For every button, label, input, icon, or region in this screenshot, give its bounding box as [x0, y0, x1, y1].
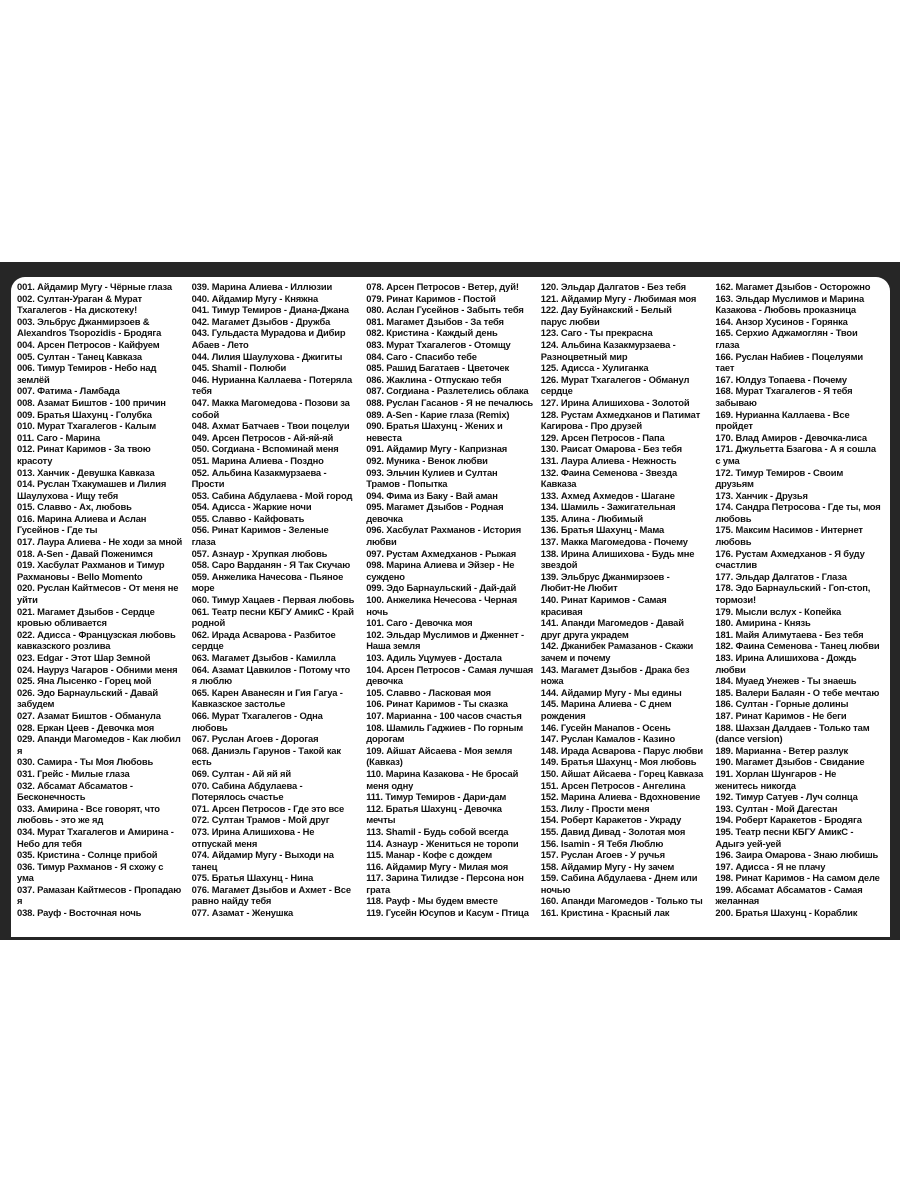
- track-line: отпускай меня: [191, 837, 258, 849]
- track-line: 170. Влад Амиров - Девочка-лиса: [715, 431, 867, 443]
- track-line: Шаулухова - Ищу тебя: [17, 489, 119, 501]
- track-line: 058. Саро Варданян - Я Так Скучаю: [191, 559, 351, 571]
- track-line: 074. Айдамир Мугу - Выходи на: [191, 849, 334, 861]
- track-line: 157. Руслан Агоев - У ручья: [540, 849, 665, 861]
- track-line: 050. Согдиана - Вспоминай меня: [191, 443, 339, 455]
- track-line: Адыгэ уей-уей: [715, 837, 782, 849]
- track-line: любви: [715, 663, 746, 675]
- track-line: уйти: [17, 594, 38, 606]
- tracklist-sheet: [11, 277, 890, 937]
- track-line: Любит-Не Любит: [540, 582, 618, 594]
- track-line: 121. Айдамир Мугу - Любимая моя: [540, 292, 697, 304]
- track-line: грата: [366, 883, 391, 895]
- track-line: 197. Адисса - Я не плачу: [715, 860, 826, 872]
- track-line: 030. Самира - Ты Моя Любовь: [17, 756, 154, 768]
- track-line: 192. Тимур Сатуев - Луч солнца: [715, 791, 858, 803]
- track-line: 104. Арсен Петросов - Самая лучшая: [366, 663, 534, 675]
- track-line: Разноцветный мир: [540, 350, 628, 362]
- track-line: 124. Альбина Казакмурзаева -: [540, 338, 676, 350]
- track-line: 158. Айдамир Мугу - Ну зачем: [540, 860, 675, 872]
- track-line: 080. Аслан Гусейнов - Забыть тебя: [366, 304, 524, 316]
- track-line: ночью: [540, 883, 571, 895]
- track-line: 136. Братья Шахунц - Мама: [540, 524, 665, 536]
- track-line: 041. Тимур Темиров - Диана-Джана: [191, 304, 349, 316]
- cover-frame: [0, 262, 900, 940]
- track-line: 105. Славво - Ласковая моя: [366, 686, 491, 698]
- track-line: 200. Братья Шахунц - Кораблик: [715, 907, 858, 919]
- track-line: 049. Арсен Петросов - Ай-яй-яй: [191, 431, 334, 443]
- track-line: 018. A-Sen - Давай Поженимся: [17, 547, 153, 559]
- track-line: 128. Рустам Ахмедханов и Патимат: [540, 408, 701, 420]
- track-line: 155. Давид Дивад - Золотая моя: [540, 825, 686, 837]
- track-line: 094. Фима из Баку - Вай аман: [366, 489, 498, 501]
- track-line: 081. Магамет Дзыбов - За тебя: [366, 315, 504, 327]
- track-line: 004. Арсен Петросов - Кайфуем: [17, 338, 160, 350]
- track-line: 055. Славво - Кайфовать: [191, 512, 305, 524]
- track-line: Рахмановы - Bello Momento: [17, 570, 143, 582]
- track-line: 086. Жаклина - Отпускаю тебя: [366, 373, 502, 385]
- track-line: Потерялось счастье: [191, 791, 284, 803]
- track-line: 159. Сабина Абдулаева - Днем или: [540, 872, 698, 884]
- track-line: 097. Рустам Ахмедханов - Рыжая: [366, 547, 517, 559]
- track-line: 182. Фаина Семенова - Танец любви: [715, 640, 880, 652]
- track-line: 067. Руслан Агоев - Дорогая: [191, 733, 319, 745]
- track-line: 179. Мысли вслух - Копейка: [715, 605, 842, 617]
- track-line: 039. Марина Алиева - Иллюзии: [191, 281, 333, 292]
- tracklist-column-2: [192, 281, 367, 937]
- track-line: зачем и почему: [540, 652, 611, 663]
- track-line: 062. Ирада Асварова - Разбитое: [191, 628, 336, 640]
- track-line: 125. Адисса - Хулиганка: [540, 362, 649, 374]
- track-line: 064. Азамат Цавкилов - Потому что: [191, 663, 351, 675]
- tracklist-column-1: [17, 281, 192, 937]
- track-line: Alexandros Tsopozidis - Бродяга: [17, 327, 162, 339]
- track-line: танец: [191, 860, 218, 872]
- track-line: 185. Валери Балаян - О тебе мечтаю: [715, 686, 880, 698]
- track-line: забудем: [17, 698, 55, 710]
- track-line: 137. Макка Магомедова - Почему: [540, 536, 688, 548]
- track-line: 163. Эльдар Муслимов и Марина: [715, 292, 865, 304]
- track-line: кавказского розлива: [17, 640, 111, 652]
- track-line: 072. Султан Трамов - Мой друг: [191, 814, 330, 826]
- track-line: счастлив: [715, 559, 757, 571]
- track-line: 054. Адисса - Жаркие ночи: [191, 501, 312, 513]
- track-line: 189. Марианна - Ветер разлук: [715, 744, 849, 756]
- track-line: 025. Яна Лысенко - Горец мой: [17, 675, 152, 687]
- tracklist-column-3: [366, 281, 541, 937]
- track-line: красивая: [540, 605, 583, 617]
- track-line: 173. Ханчик - Друзья: [715, 489, 808, 501]
- track-line: ума: [17, 872, 34, 884]
- track-line: 116. Айдамир Мугу - Милая моя: [366, 860, 509, 872]
- track-line: дорогам: [366, 733, 405, 745]
- track-line: женитесь никогда: [715, 779, 796, 791]
- track-line: Кавказа: [540, 478, 577, 490]
- track-line: 120. Эльдар Далгатов - Без тебя: [540, 281, 686, 292]
- track-line: (dance version): [715, 733, 783, 745]
- track-line: 063. Магамет Дзыбов - Камилла: [191, 652, 336, 663]
- track-line: тормози!: [715, 594, 756, 606]
- track-line: 027. Азамат Биштов - Обманула: [17, 709, 161, 721]
- track-line: 006. Тимур Темиров - Небо над: [17, 362, 157, 374]
- track-line: 016. Марина Алиева и Аслан: [17, 512, 147, 524]
- track-line: я: [17, 744, 23, 756]
- track-line: любовь - это же яд: [17, 814, 104, 826]
- track-line: 139. Эльбрус Джанмирзоев -: [540, 570, 670, 582]
- track-line: 037. Рамазан Кайтмесов - Пропадаю: [17, 883, 182, 895]
- track-line: 144. Айдамир Мугу - Мы едины: [540, 686, 682, 698]
- track-line: 096. Хасбулат Рахманов - История: [366, 524, 522, 536]
- track-line: 100. Анжелика Нечесова - Черная: [366, 594, 518, 606]
- track-line: 029. Апанди Магомедов - Как любил: [17, 733, 181, 745]
- track-line: 084. Саго - Спасибо тебе: [366, 350, 477, 362]
- track-line: 078. Арсен Петросов - Ветер, дуй!: [366, 281, 519, 292]
- track-line: тебя: [191, 385, 212, 397]
- track-line: ножа: [540, 675, 564, 687]
- track-line: 092. Муника - Венок любви: [366, 454, 488, 466]
- track-line: 091. Айдамир Мугу - Капризная: [366, 443, 508, 455]
- track-line: землёй: [17, 373, 50, 385]
- track-line: суждено: [366, 570, 405, 582]
- track-line: девочка: [366, 512, 403, 524]
- track-line: 101. Саго - Девочка моя: [366, 617, 473, 629]
- track-line: 015. Славво - Ах, любовь: [17, 501, 132, 513]
- track-line: равно найду тебя: [191, 895, 272, 907]
- track-line: 060. Тимур Хацаев - Первая любовь: [191, 594, 355, 606]
- track-line: 195. Театр песни КБГУ АмикС -: [715, 825, 854, 837]
- track-line: 075. Братья Шахунц - Нина: [191, 872, 314, 884]
- track-line: 147. Руслан Камалов - Казино: [540, 733, 676, 745]
- track-line: 111. Тимур Темиров - Дари-дам: [366, 791, 507, 803]
- track-line: 168. Мурат Тхагалегов - Я тебя: [715, 385, 853, 397]
- track-line: 180. Амирина - Князь: [715, 617, 811, 629]
- track-line: 171. Джульетта Бзагова - А я сошла: [715, 443, 876, 455]
- track-line: Абаев - Лето: [191, 338, 249, 350]
- track-line: Трамов - Попытка: [366, 478, 448, 490]
- track-line: 012. Ринат Каримов - За твою: [17, 443, 151, 455]
- track-line: парус любви: [540, 315, 600, 327]
- track-line: 140. Ринат Каримов - Самая: [540, 594, 667, 606]
- track-line: 056. Ринат Каримов - Зеленые: [191, 524, 329, 536]
- track-line: 014. Руслан Тхакумашев и Лилия: [17, 478, 167, 490]
- track-line: 099. Эдо Барнаульский - Дай-дай: [366, 582, 517, 594]
- track-line: глаза: [191, 536, 216, 548]
- track-line: желанная: [715, 895, 760, 907]
- track-line: 008. Азамат Биштов - 100 причин: [17, 396, 166, 408]
- track-line: 011. Саго - Марина: [17, 431, 101, 443]
- track-line: 107. Марианна - 100 часов счастья: [366, 709, 522, 721]
- track-line: 169. Нурианна Каллаева - Все: [715, 408, 850, 420]
- track-line: 142. Джанибек Рамазанов - Скажи: [540, 640, 694, 652]
- track-line: 153. Лилу - Прости меня: [540, 802, 650, 814]
- track-line: 005. Султан - Танец Кавказа: [17, 350, 142, 362]
- track-line: 036. Тимур Рахманов - Я схожу с: [17, 860, 164, 872]
- track-line: 089. A-Sen - Карие глаза (Remix): [366, 408, 510, 420]
- track-line: 069. Султан - Ай яй яй: [191, 767, 291, 779]
- track-line: 031. Грейс - Милые глаза: [17, 767, 130, 779]
- track-line: 088. Руслан Гасанов - Я не печалюсь: [366, 396, 534, 408]
- track-line: Небо для тебя: [17, 837, 82, 849]
- track-line: 143. Магамет Дзыбов - Драка без: [540, 663, 690, 675]
- track-line: 118. Рауф - Мы будем вместе: [366, 895, 498, 907]
- track-line: любовь: [715, 512, 752, 524]
- track-line: 032. Абсамат Абсаматов -: [17, 779, 133, 791]
- track-line: 098. Марина Алиева и Эйзер - Не: [366, 559, 515, 571]
- track-line: невеста: [366, 431, 402, 443]
- track-line: 009. Братья Шахунц - Голубка: [17, 408, 152, 420]
- track-line: 199. Абсамат Абсаматов - Самая: [715, 883, 863, 895]
- track-line: 040. Айдамир Мугу - Княжна: [191, 292, 319, 304]
- track-line: 034. Мурат Тхагалегов и Амирина -: [17, 825, 174, 837]
- track-line: красоту: [17, 454, 53, 466]
- track-line: 193. Султан - Мой Дагестан: [715, 802, 838, 814]
- track-line: 066. Мурат Тхагалегов - Одна: [191, 709, 323, 721]
- track-line: 010. Мурат Тхагалегов - Калым: [17, 420, 157, 432]
- track-line: друг друга украдем: [540, 628, 629, 640]
- track-line: 138. Ирина Алишихова - Будь мне: [540, 547, 695, 559]
- track-line: Кагирова - Про друзей: [540, 420, 642, 432]
- track-line: 079. Ринат Каримов - Постой: [366, 292, 496, 304]
- track-line: 093. Эльчин Кулиев и Султан: [366, 466, 498, 478]
- track-line: 149. Братья Шахунц - Моя любовь: [540, 756, 697, 768]
- track-line: 085. Рашид Багатаев - Цветочек: [366, 362, 510, 374]
- track-line: (Кавказ): [366, 756, 403, 768]
- track-line: 134. Шамиль - Зажигательная: [540, 501, 676, 513]
- track-line: 196. Заира Омарова - Знаю любишь: [715, 849, 879, 861]
- track-line: 151. Арсен Петросов - Ангелина: [540, 779, 686, 791]
- track-line: звездой: [540, 559, 578, 571]
- track-line: любовь: [715, 536, 752, 548]
- track-line: 106. Ринат Каримов - Ты сказка: [366, 698, 508, 710]
- track-line: меня одну: [366, 779, 414, 791]
- track-line: 127. Ирина Алишихова - Золотой: [540, 396, 690, 408]
- track-line: 184. Муаед Унежев - Ты знаешь: [715, 675, 857, 687]
- track-line: 166. Руслан Набиев - Поцелуями: [715, 350, 863, 362]
- track-line: 145. Марина Алиева - С днем: [540, 698, 672, 710]
- track-line: Бесконечность: [17, 791, 86, 803]
- track-line: Кавказское застолье: [191, 698, 286, 710]
- track-line: 068. Даниэль Гарунов - Такой как: [191, 744, 341, 756]
- track-line: 150. Айшат Айсаева - Горец Кавказа: [540, 767, 704, 779]
- track-line: ночь: [366, 605, 388, 617]
- track-line: 042. Магамет Дзыбов - Дружба: [191, 315, 331, 327]
- track-line: 051. Марина Алиева - Поздно: [191, 454, 324, 466]
- track-line: 044. Лилия Шаулухова - Джигиты: [191, 350, 343, 362]
- track-line: 187. Ринат Каримов - Не беги: [715, 709, 847, 721]
- track-line: 172. Тимур Темиров - Своим: [715, 466, 844, 478]
- track-line: 141. Апанди Магомедов - Давай: [540, 617, 684, 629]
- track-line: 123. Саго - Ты прекрасна: [540, 327, 653, 339]
- track-line: Прости: [191, 478, 225, 490]
- track-line: 045. Shamil - Полюби: [191, 362, 287, 374]
- track-line: 076. Магамет Дзыбов и Ахмет - Все: [191, 883, 351, 895]
- track-line: 174. Сандра Петросова - Где ты, моя: [715, 501, 881, 513]
- track-line: 194. Роберт Каракетов - Бродяга: [715, 814, 862, 826]
- track-line: любовь: [191, 721, 228, 733]
- track-line: 183. Ирина Алишихова - Дождь: [715, 652, 857, 663]
- track-line: 126. Мурат Тхагалегов - Обманул: [540, 373, 690, 385]
- track-line: 013. Ханчик - Девушка Кавказа: [17, 466, 155, 478]
- track-line: 152. Марина Алиева - Вдохновение: [540, 791, 701, 803]
- track-line: 047. Макка Магомедова - Позови за: [191, 396, 350, 408]
- track-line: 154. Роберт Каракетов - Украду: [540, 814, 682, 826]
- track-line: 108. Шамиль Гаджиев - По горным: [366, 721, 524, 733]
- track-line: мечты: [366, 814, 396, 826]
- track-line: 057. Азнаур - Хрупкая любовь: [191, 547, 328, 559]
- track-line: 129. Арсен Петросов - Папа: [540, 431, 665, 443]
- track-line: 186. Султан - Горные долины: [715, 698, 849, 710]
- track-line: 007. Фатима - Ламбада: [17, 385, 120, 397]
- track-line: любви: [366, 536, 397, 548]
- track-line: 059. Анжелика Начесова - Пьяное: [191, 570, 344, 582]
- track-line: 095. Магамет Дзыбов - Родная: [366, 501, 504, 513]
- track-line: 024. Науруз Чагаров - Обними меня: [17, 663, 178, 675]
- track-line: тает: [715, 362, 735, 374]
- track-line: сердце: [191, 640, 224, 652]
- track-line: 073. Ирина Алишихова - Не: [191, 825, 315, 837]
- track-line: 115. Манар - Кофе с дождем: [366, 849, 493, 861]
- track-line: 161. Кристина - Красный лак: [540, 907, 670, 919]
- tracklist-columns: [17, 281, 886, 937]
- track-line: 077. Азамат - Женушка: [191, 907, 294, 919]
- track-line: 022. Адисса - Французская любовь: [17, 628, 176, 640]
- track-line: 162. Магамет Дзыбов - Осторожно: [715, 281, 871, 292]
- track-line: 178. Эдо Барнаульский - Гоп-стоп,: [715, 582, 871, 594]
- track-line: 175. Максим Насимов - Интернет: [715, 524, 863, 536]
- track-line: 198. Ринат Каримов - На самом деле: [715, 872, 880, 884]
- track-line: Тхагалегов - На дискотеку!: [17, 304, 138, 316]
- track-line: 148. Ирада Асварова - Парус любви: [540, 744, 703, 756]
- track-line: 130. Раисат Омарова - Без тебя: [540, 443, 682, 455]
- track-line: Наша земля: [366, 640, 421, 652]
- track-line: 165. Серхио Аджамоглян - Твои: [715, 327, 858, 339]
- track-line: 002. Султан-Ураган & Мурат: [17, 292, 142, 304]
- track-line: 017. Лаура Алиева - Не ходи за мной: [17, 536, 183, 548]
- track-line: 082. Кристина - Каждый день: [366, 327, 498, 339]
- track-line: девочка: [366, 675, 403, 687]
- track-line: 102. Эльдар Муслимов и Дженнет -: [366, 628, 525, 640]
- track-line: 188. Шахзан Далдаев - Только там: [715, 721, 870, 733]
- track-line: глаза: [715, 338, 740, 350]
- track-line: 083. Мурат Тхагалегов - Отомщу: [366, 338, 511, 350]
- track-line: 135. Алина - Любимый: [540, 512, 644, 524]
- track-line: 021. Магамет Дзыбов - Сердце: [17, 605, 155, 617]
- track-line: 087. Согдиана - Разлетелись облака: [366, 385, 529, 397]
- track-line: 048. Ахмат Батчаев - Твои поцелуи: [191, 420, 350, 432]
- track-line: 019. Хасбулат Рахманов и Тимур: [17, 559, 165, 571]
- track-line: 109. Айшат Айсаева - Моя земля: [366, 744, 513, 756]
- track-line: 071. Арсен Петросов - Где это все: [191, 802, 345, 814]
- track-line: 003. Эльбрус Джанмирзоев &: [17, 315, 150, 327]
- track-line: пройдет: [715, 420, 753, 432]
- track-line: забываю: [715, 396, 757, 408]
- track-line: 114. Азнаур - Жениться не торопи: [366, 837, 519, 849]
- track-line: 167. Юлдуз Топаева - Почему: [715, 373, 847, 385]
- track-line: 117. Зарина Тилидзе - Персона нон: [366, 872, 524, 884]
- track-line: море: [191, 582, 215, 594]
- track-line: сердце: [540, 385, 573, 397]
- track-line: 177. Эльдар Далгатов - Глаза: [715, 570, 847, 582]
- track-line: 020. Руслан Кайтмесов - От меня не: [17, 582, 179, 594]
- track-line: я люблю: [191, 675, 232, 687]
- track-line: 119. Гусейн Юсупов и Касум - Птица: [366, 907, 529, 919]
- tracklist-column-5: [715, 281, 890, 937]
- track-line: 001. Айдамир Мугу - Чёрные глаза: [17, 281, 172, 292]
- track-line: 026. Эдо Барнаульский - Давай: [17, 686, 158, 698]
- track-line: 112. Братья Шахунц - Девочка: [366, 802, 502, 814]
- track-line: 113. Shamil - Будь собой всегда: [366, 825, 509, 837]
- track-line: 023. Edgar - Этот Шар Земной: [17, 652, 151, 663]
- track-line: кровью обливается: [17, 617, 107, 629]
- track-line: 033. Амирина - Все говорят, что: [17, 802, 160, 814]
- track-line: Казакова - Любовь проказница: [715, 304, 856, 316]
- track-line: 052. Альбина Казакмурзаева -: [191, 466, 327, 478]
- track-line: 046. Нурианна Каллаева - Потеряла: [191, 373, 353, 385]
- track-line: Гусейнов - Где ты: [17, 524, 98, 536]
- track-line: 053. Сабина Абдулаева - Мой город: [191, 489, 353, 501]
- track-line: 164. Анзор Хусинов - Горянка: [715, 315, 848, 327]
- track-line: 038. Рауф - Восточная ночь: [17, 907, 142, 919]
- track-line: 061. Театр песни КБГУ АмикС - Край: [191, 605, 354, 617]
- track-line: друзьям: [715, 478, 754, 490]
- track-line: 132. Фаина Семенова - Звезда: [540, 466, 678, 478]
- track-line: 133. Ахмед Ахмедов - Шагане: [540, 489, 675, 501]
- track-line: 090. Братья Шахунц - Жених и: [366, 420, 503, 432]
- track-line: 190. Магамет Дзыбов - Свидание: [715, 756, 865, 768]
- track-line: 181. Майя Алимутаева - Без тебя: [715, 628, 864, 640]
- track-line: собой: [191, 408, 220, 420]
- track-line: 070. Сабина Абдулаева -: [191, 779, 303, 791]
- track-line: 176. Рустам Ахмедханов - Я буду: [715, 547, 865, 559]
- track-line: 131. Лаура Алиева - Нежность: [540, 454, 677, 466]
- track-line: с ума: [715, 454, 740, 466]
- track-line: 065. Карен Аванесян и Гия Гагуа -: [191, 686, 343, 698]
- track-line: рождения: [540, 709, 586, 721]
- track-line: 156. Isamin - Я Тебя Люблю: [540, 837, 664, 849]
- track-line: 110. Марина Казакова - Не бросай: [366, 767, 519, 779]
- tracklist-column-4: [541, 281, 716, 937]
- track-line: 035. Кристина - Солнце прибой: [17, 849, 158, 861]
- track-line: родной: [191, 617, 226, 629]
- track-line: есть: [191, 756, 212, 768]
- track-line: 028. Еркан Цеев - Девочка моя: [17, 721, 155, 733]
- track-line: 122. Дау Буйнакский - Белый: [540, 304, 672, 316]
- track-line: 160. Апанди Магомедов - Только ты: [540, 895, 703, 907]
- track-line: 146. Гусейн Манапов - Осень: [540, 721, 671, 733]
- track-line: 043. Гульдаста Мурадова и Дибир: [191, 327, 346, 339]
- track-line: 191. Хорлан Шунгаров - Не: [715, 767, 837, 779]
- track-line: 103. Адиль Уцумуев - Достала: [366, 652, 502, 663]
- track-line: я: [17, 895, 23, 907]
